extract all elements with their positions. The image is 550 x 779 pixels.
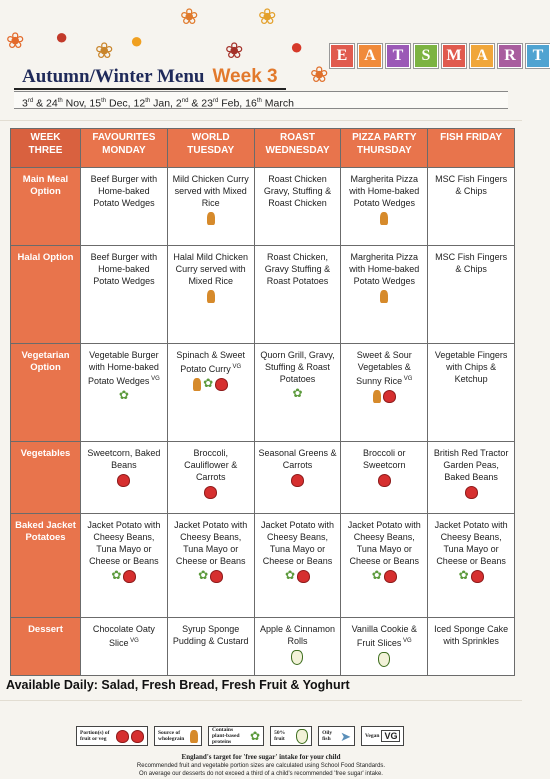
vegan-vg-badge: VG [381,730,400,742]
wheat-icon [207,212,215,225]
column-header [428,129,515,168]
dish-text: Jacket Potato with Cheesy Beans, Tuna Mayo or Cheese or Beans [260,520,335,566]
dish-text: Quorn Grill, Gravy, Stuffing & Roast Potatoes [260,350,335,384]
legend-portion [76,726,148,746]
dish-icons [84,390,164,401]
column-header-line1: WORLD [191,132,230,143]
dish-text: Apple & Cinnamon Rolls [259,624,336,646]
dish-text: Seasonal Greens & Carrots [258,448,337,470]
menu-cell [81,246,168,344]
dish-icons [171,212,251,225]
menu-cell [167,514,254,618]
apple-icon [291,474,304,487]
dish-text: Iced Sponge Cake with Sprinkles [434,624,509,646]
eat-smart-letter: T [526,44,550,68]
wheat-icon [193,378,201,391]
dish-icons [344,652,424,667]
apple-character-icon: ● [55,24,69,49]
vegan-marker: VG [401,638,412,644]
legend-plant-label: Contains plant-based proteins [212,727,240,745]
dish-icons [258,570,338,583]
corner-header: WEEK THREE [11,129,81,168]
dish-icons [171,570,251,583]
leaf-icon: ✿ [198,568,209,582]
dish-icons [344,212,424,225]
eat-smart-letter: T [386,44,410,68]
dish-text: Chocolate Oaty Slice [92,624,155,648]
dish-text: MSC Fish Fingers & Chips [435,174,508,196]
leaf-icon: ✿ [111,568,122,582]
dish-text: Halal Mild Chicken Curry served with Mixed Rice [173,252,248,286]
table-row [11,618,515,676]
autumn-leaf-icon: ❀ [95,38,114,63]
menu-cell [341,246,428,344]
vegan-marker: VG [149,376,160,382]
dish-icons [171,486,251,499]
apple-icon [116,730,129,743]
wheat-icon [207,290,215,303]
dish-icons [258,650,338,665]
legend-fish-label: Oily fish [322,730,333,742]
menu-title [14,66,286,90]
fruit-jar-icon [378,652,390,667]
apple-icon [204,486,217,499]
eat-smart-letter: E [330,44,354,68]
autumn-leaf-icon: ❀ [310,62,329,87]
dish-text: Vegetable Fingers with Chips & Ketchup [434,350,508,384]
background-plank [0,120,522,121]
eat-smart-letter: R [498,44,522,68]
dish-text: Margherita Pizza with Home-baked Potato Wedges [349,174,420,208]
available-daily: Available Daily: Salad, Fresh Bread, Fresh Fruit & Yoghurt [6,678,350,692]
dish-icons [431,486,511,499]
menu-cell [254,514,341,618]
autumn-leaf-icon: ❀ [258,4,277,29]
legend-fish [318,726,355,746]
menu-cell [341,514,428,618]
footer-line-3: On average our desserts do not exceed a third of a child's recommended 'free sugar' intake. [139,771,383,777]
column-header-day: TUESDAY [187,145,235,156]
orange-character-icon: ● [130,28,144,53]
dish-text: Vegetable Burger with Home-baked Potato Wedges [88,350,159,386]
legend-fruit-label: 50% fruit [274,730,286,742]
dish-text: MSC Fish Fingers & Chips [435,252,508,274]
wheat-icon [380,290,388,303]
column-header-line1: ROAST [279,132,315,143]
apple-icon [123,570,136,583]
menu-cell [341,344,428,442]
column-header-line1: FISH FRIDAY [440,132,503,143]
menu-cell [428,442,515,514]
legend-wholegrain-label: Source of wholegrain [158,730,185,742]
menu-cell [81,168,168,246]
apple-icon [378,474,391,487]
legend-fruit [270,726,312,746]
dish-text: Margherita Pizza with Home-baked Potato Wedges [349,252,420,286]
row-label: Vegetarian Option [11,344,81,442]
eat-smart-letter: S [414,44,438,68]
column-header [167,129,254,168]
row-label: Main Meal Option [11,168,81,246]
dish-text: British Red Tractor Garden Peas, Baked Beans [433,448,509,482]
menu-cell [341,168,428,246]
autumn-leaf-icon: ❀ [180,4,199,29]
leaf-icon: ✿ [203,376,214,390]
apple-icon [215,378,228,391]
leaf-icon: ✿ [371,568,382,582]
dish-icons [84,474,164,487]
dish-text: Vanilla Cookie & Fruit Slices [351,624,417,648]
column-header [341,129,428,168]
apple-icon [471,570,484,583]
legend-plant [208,726,264,746]
dish-icons [84,570,164,583]
dish-icons [344,474,424,487]
dish-text: Jacket Potato with Cheesy Beans, Tuna Mayo or Cheese or Beans [174,520,248,566]
legend-vegan [361,726,404,746]
dish-text: Spinach & Sweet Potato Curry [176,350,245,374]
menu-cell [428,344,515,442]
dish-text: Sweetcorn, Baked Beans [87,448,161,470]
legend [76,726,404,746]
apple-icon [117,474,130,487]
menu-cell [254,168,341,246]
menu-cell [167,168,254,246]
menu-cell [254,618,341,676]
legend-portion-label: Portion(s) of fruit or veg [80,730,110,742]
dish-text: Roast Chicken, Gravy Stuffing & Roast Potatoes [264,252,331,286]
wheat-icon [380,212,388,225]
fruit-jar-icon [291,650,303,665]
dish-icons [258,474,338,487]
autumn-leaf-icon: ❀ [6,28,25,53]
apple-character-icon: ● [290,34,304,59]
table-row [11,344,515,442]
apple-icon [384,570,397,583]
menu-cell [81,442,168,514]
eat-smart-letter: M [442,44,466,68]
dish-text: Broccoli, Cauliflower & Carrots [184,448,238,482]
menu-cell [167,618,254,676]
leaf-icon: ✿ [458,568,469,582]
row-label: Halal Option [11,246,81,344]
menu-cell [428,514,515,618]
apple-icon [297,570,310,583]
dish-text: Sweet & Sour Vegetables & Sunny Rice [356,350,412,386]
vegan-marker: VG [230,364,242,370]
table-row [11,514,515,618]
menu-cell [81,618,168,676]
leaf-icon: ✿ [292,386,303,400]
menu-cell [81,514,168,618]
menu-header [0,0,544,118]
wheat-icon [373,390,381,403]
column-header-day: MONDAY [102,145,146,156]
apple-icon [131,730,144,743]
menu-title-text: Autumn/Winter Menu [22,66,205,87]
dish-text: Beef Burger with Home-baked Potato Wedges [90,252,158,286]
menu-table [10,128,515,676]
apple-icon [383,390,396,403]
menu-cell [254,344,341,442]
wheat-icon [190,730,198,743]
leaf-icon: ✿ [118,388,129,402]
eat-smart-logo [330,44,550,68]
row-label: Baked Jacket Potatoes [11,514,81,618]
dish-icons [258,388,338,399]
legend-vegan-label: Vegan [364,733,380,739]
apple-icon [465,486,478,499]
menu-cell [428,246,515,344]
eat-smart-letter: A [470,44,494,68]
footer-line-2: Recommended fruit and vegetable portion sizes are calculated using School Food Standards. [136,763,386,769]
column-header-line1: PIZZA PARTY [352,132,417,143]
table-row [11,168,515,246]
column-header-day: THURSDAY [356,145,412,156]
apple-icon [210,570,223,583]
dish-text: Jacket Potato with Cheesy Beans, Tuna Mayo or Cheese or Beans [347,520,421,566]
row-label: Vegetables [11,442,81,514]
dish-text: Jacket Potato with Cheesy Beans, Tuna Mayo or Cheese or Beans [87,520,161,566]
column-header [81,129,168,168]
fruit-jar-icon [296,729,308,744]
dish-text: Jacket Potato with Cheesy Beans, Tuna Mayo or Cheese or Beans [434,520,508,566]
menu-cell [167,246,254,344]
table-row [11,246,515,344]
dish-icons [171,290,251,303]
menu-cell [341,442,428,514]
vegan-marker: VG [128,638,139,644]
dish-icons [344,290,424,303]
fish-icon: ➤ [340,728,351,744]
menu-week-label: Week 3 [212,66,278,87]
column-header-day: WEDNESDAY [265,145,330,156]
background-plank [0,700,522,701]
eat-smart-letter: A [358,44,382,68]
menu-cell [167,442,254,514]
menu-cell [341,618,428,676]
table-row [11,442,515,514]
menu-cell [254,246,341,344]
column-header-line1: FAVOURITES [92,132,156,143]
dish-icons [171,378,251,391]
dish-icons [431,570,511,583]
row-label: Dessert [11,618,81,676]
leaf-icon: ✿ [284,568,296,582]
column-header [254,129,341,168]
table-header-row [11,129,515,168]
dish-icons [344,390,424,403]
menu-cell [428,618,515,676]
menu-cell [167,344,254,442]
menu-cell [428,168,515,246]
dish-text: Syrup Sponge Pudding & Custard [172,624,249,646]
dish-text: Mild Chicken Curry served with Mixed Rice [172,174,249,208]
vegan-marker: VG [402,376,413,382]
legend-wholegrain [154,726,202,746]
autumn-leaf-icon: ❀ [225,38,244,63]
leaf-icon: ✿ [250,728,261,743]
dish-text: Broccoli or Sweetcorn [363,448,406,470]
dish-icons [344,570,424,583]
dish-text: Beef Burger with Home-baked Potato Wedges [90,174,158,208]
menu-cell [81,344,168,442]
footer-line-1: England's target for 'free sugar' intake for your child [181,753,341,761]
menu-dates: 3rd & 24th Nov, 15th Dec, 12th Jan, 2nd & 23rd Feb, 16th March [14,91,508,109]
menu-cell [254,442,341,514]
dish-text: Roast Chicken Gravy, Stuffing & Roast Chicken [263,174,332,208]
